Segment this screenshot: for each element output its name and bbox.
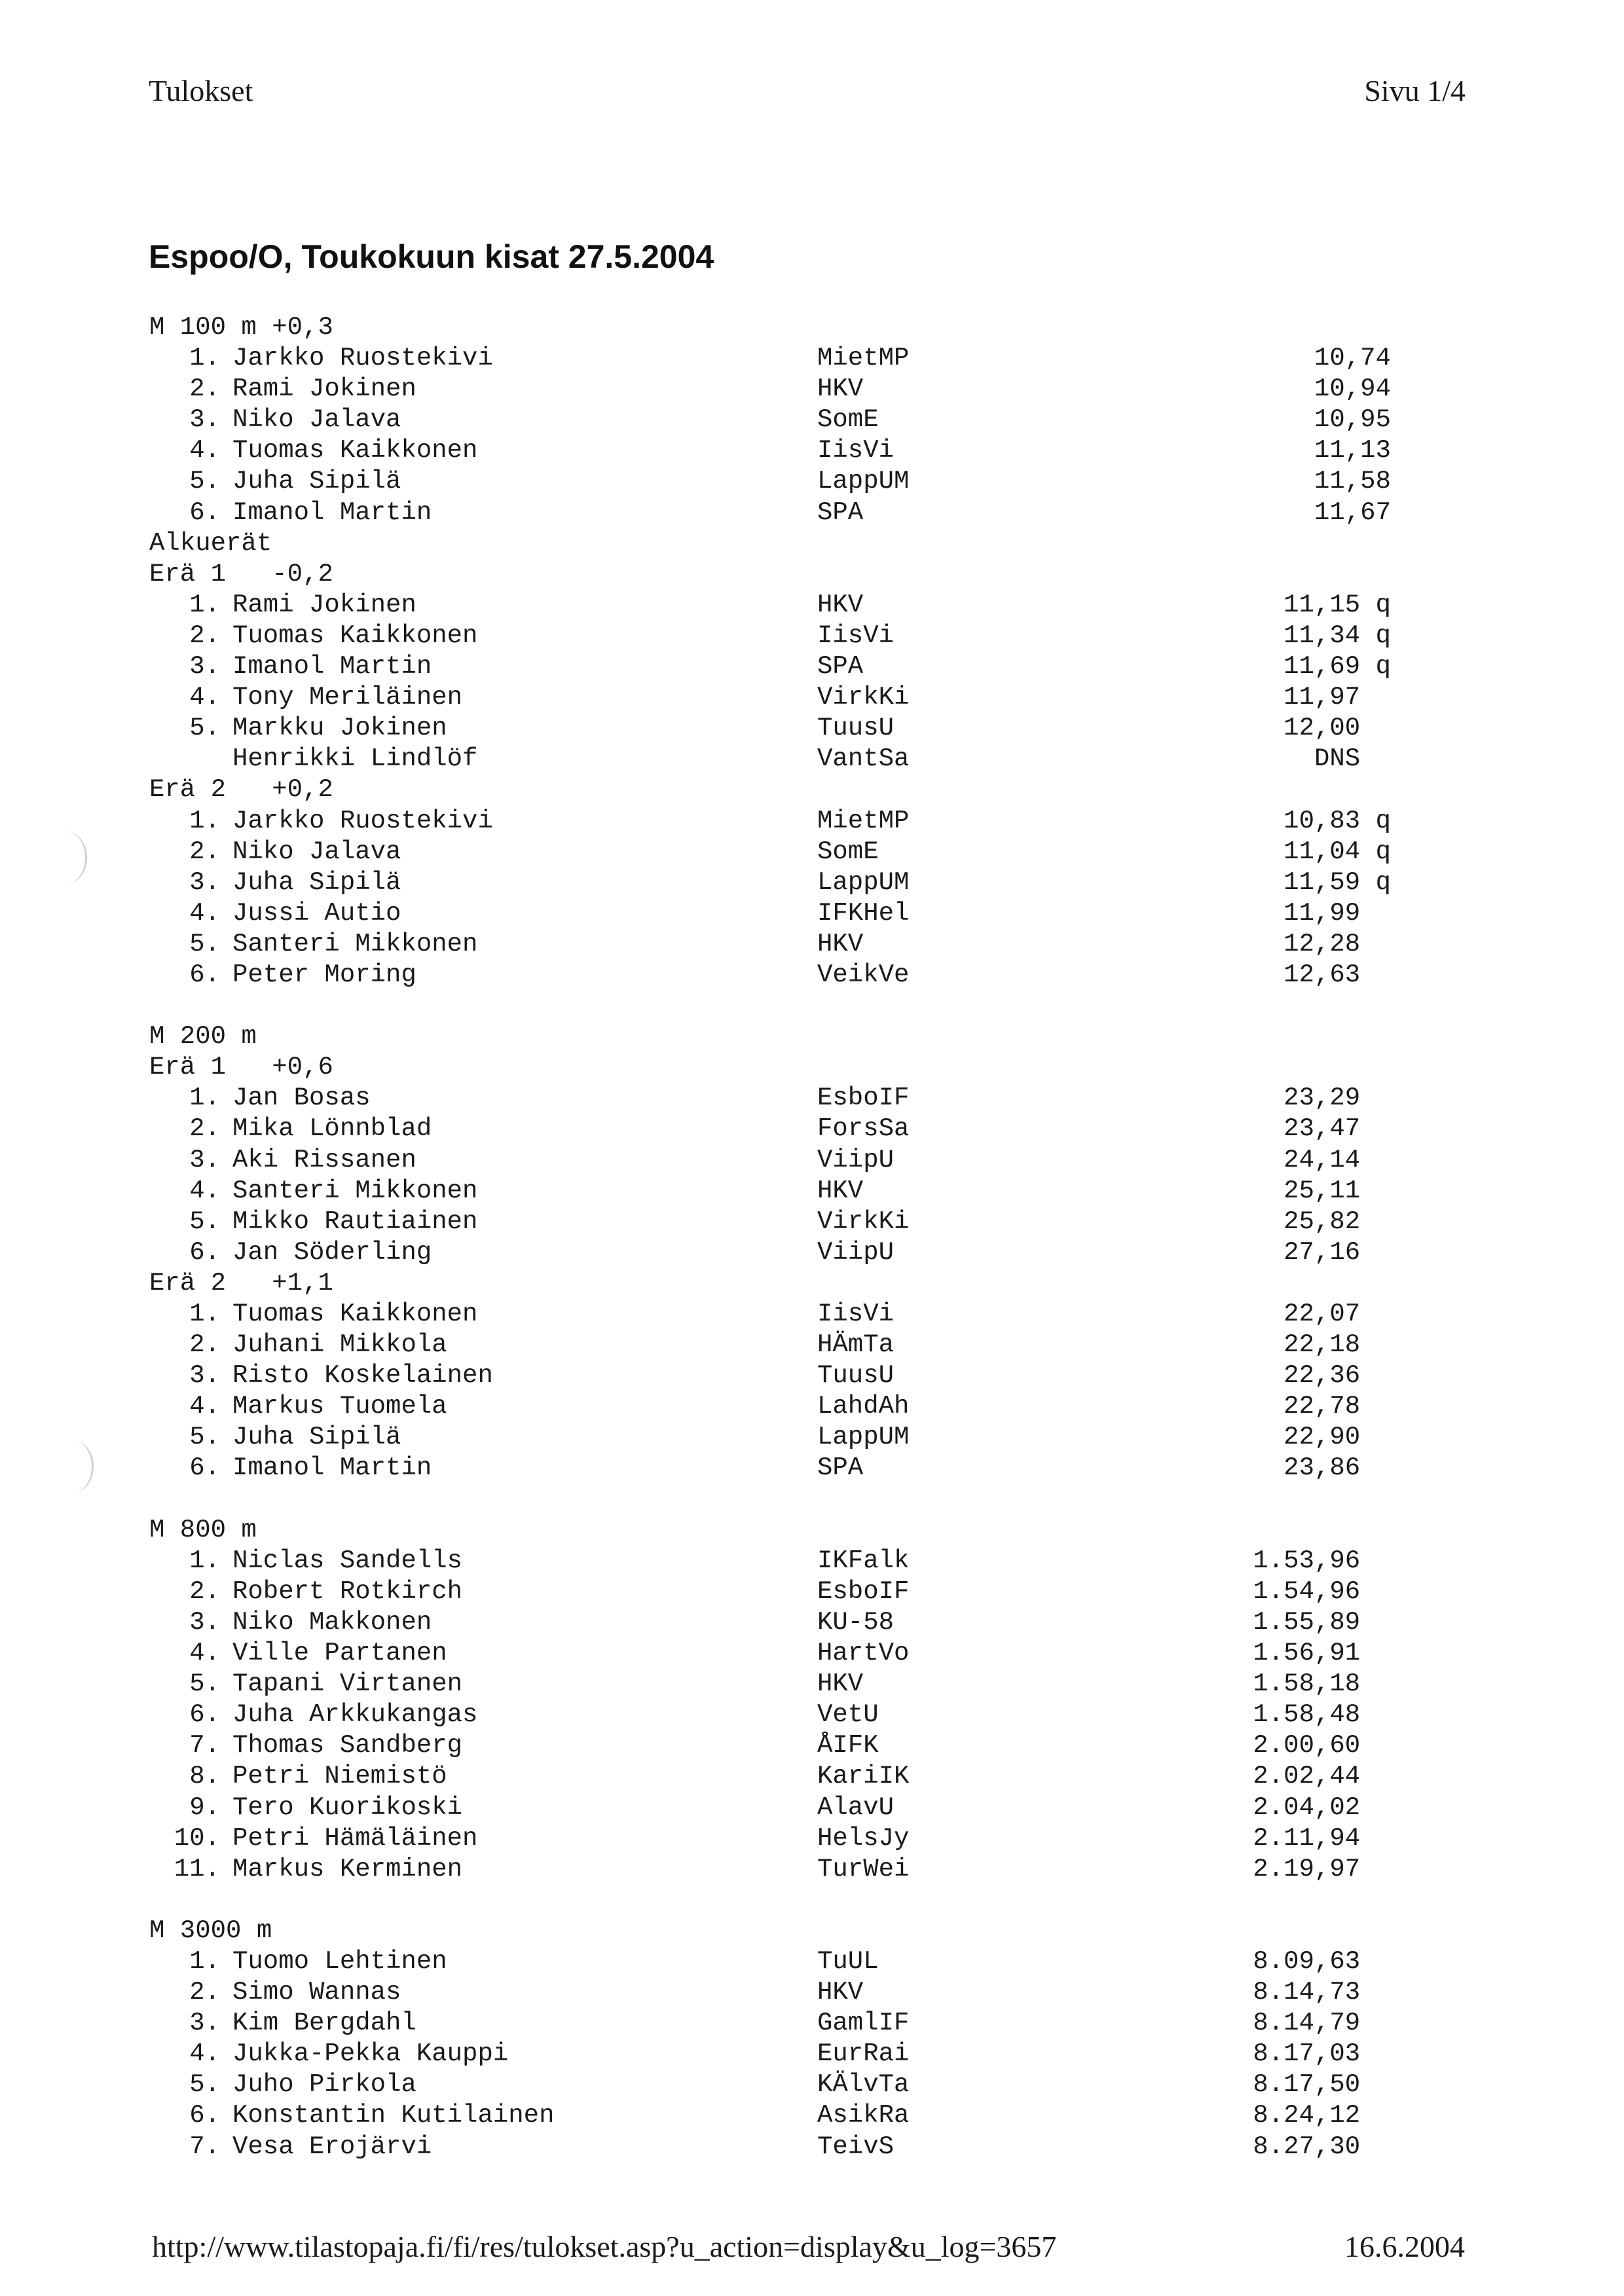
placement: 5. <box>189 1669 220 1699</box>
club-name: HKV <box>817 590 864 619</box>
placement: 4. <box>189 2039 220 2069</box>
punch-hole-mark <box>46 831 87 884</box>
athlete-name: Rami Jokinen <box>232 374 416 404</box>
result-row <box>149 1977 1391 2008</box>
placement: 2. <box>189 1114 220 1144</box>
placement: 11. <box>174 1854 220 1884</box>
athlete-name: Imanol Martin <box>232 652 432 682</box>
club-name: HKV <box>817 1978 864 2007</box>
result-time: 1.58,48 <box>1253 1700 1391 1730</box>
placement: 2. <box>189 1576 220 1606</box>
event-heading-text: Erä 1 +0,6 <box>149 1053 333 1082</box>
result-row <box>149 837 1391 867</box>
result-row <box>149 1453 1391 1484</box>
source-url: http://www.tilastopaja.fi/fi/res/tulokset.asp?u_action=display&u_log=3657 <box>152 2230 1057 2263</box>
club-name: ÅIFK <box>817 1731 879 1760</box>
athlete-name: Aki Rissanen <box>232 1145 416 1175</box>
event-heading <box>149 559 1328 590</box>
athlete-name: Simo Wannas <box>232 1978 401 2007</box>
event-heading <box>149 1916 1328 1946</box>
athlete-name: Konstantin Kutilainen <box>232 2101 555 2130</box>
club-name: TeivS <box>817 2132 895 2161</box>
result-time: 11,34 q <box>1283 621 1391 650</box>
club-name: TuusU <box>817 1361 895 1391</box>
result-row <box>149 806 1391 837</box>
result-time: 8.27,30 <box>1253 2132 1391 2161</box>
result-time: 10,83 q <box>1283 806 1391 835</box>
athlete-name: Mikko Rautiainen <box>232 1207 478 1236</box>
athlete-name: Niko Jalava <box>232 405 401 435</box>
result-time: 10,94 <box>1314 374 1391 404</box>
result-row <box>149 929 1391 960</box>
placement: 1. <box>189 1300 220 1328</box>
result-row <box>149 1669 1391 1700</box>
club-name: LappUM <box>817 867 910 897</box>
athlete-name: Tero Kuorikoski <box>232 1793 463 1822</box>
club-name: LappUM <box>817 1423 910 1452</box>
club-name: KU-58 <box>817 1607 895 1637</box>
event-heading <box>149 1021 1328 1052</box>
result-time: 11,97 <box>1283 683 1391 712</box>
result-time: 24,14 <box>1283 1145 1391 1175</box>
club-name: IFKHel <box>817 898 910 928</box>
club-name: LahdAh <box>817 1392 910 1421</box>
athlete-name: Tuomas Kaikkonen <box>232 1300 478 1328</box>
club-name: ViipU <box>817 1237 895 1267</box>
club-name: SPA <box>817 498 864 527</box>
result-time: 11,15 q <box>1283 590 1391 619</box>
result-time: 22,36 <box>1283 1361 1391 1391</box>
club-name: HelsJy <box>817 1823 910 1853</box>
result-time: 8.24,12 <box>1253 2101 1391 2130</box>
result-time: 27,16 <box>1283 1237 1391 1267</box>
club-name: TurWei <box>817 1854 910 1884</box>
result-row <box>149 867 1391 898</box>
result-time: 25,82 <box>1283 1207 1391 1236</box>
athlete-name: Vesa Erojärvi <box>232 2132 432 2161</box>
result-time: 1.55,89 <box>1253 1607 1391 1637</box>
result-row <box>149 590 1391 621</box>
result-row <box>149 1391 1391 1422</box>
club-name: LappUM <box>817 467 910 496</box>
result-time: 12,28 <box>1283 929 1391 958</box>
athlete-name: Markus Kerminen <box>232 1854 463 1884</box>
athlete-name: Jan Söderling <box>232 1237 432 1267</box>
athlete-name: Rami Jokinen <box>232 590 416 619</box>
placement: 5. <box>189 929 220 958</box>
result-time: 11,99 <box>1283 898 1391 928</box>
result-time: 22,78 <box>1283 1392 1391 1421</box>
punch-hole-mark <box>52 1440 94 1493</box>
result-time: 11,69 q <box>1283 652 1391 682</box>
club-name: VetU <box>817 1700 879 1730</box>
placement: 7. <box>189 1731 220 1760</box>
result-row <box>149 1330 1391 1360</box>
athlete-name: Jussi Autio <box>232 898 401 928</box>
athlete-name: Niko Makkonen <box>232 1607 432 1637</box>
athlete-name: Tuomo Lehtinen <box>232 1946 447 1976</box>
result-time: 11,13 <box>1314 436 1391 465</box>
placement: 1. <box>189 344 220 373</box>
result-row <box>149 1946 1391 1977</box>
club-name: TuUL <box>817 1946 879 1976</box>
athlete-name: Mika Lönnblad <box>232 1114 432 1144</box>
club-name: VirkKi <box>817 1207 910 1236</box>
placement: 4. <box>189 436 220 465</box>
page-header-title: Tulokset <box>149 74 253 107</box>
placement: 2. <box>189 1978 220 2007</box>
athlete-name: Juho Pirkola <box>232 2070 416 2100</box>
event-heading <box>149 1268 1328 1299</box>
placement: 4. <box>189 683 220 712</box>
athlete-name: Peter Moring <box>232 960 416 989</box>
placement: 1. <box>189 590 220 619</box>
event-heading <box>149 1515 1328 1546</box>
placement: 7. <box>189 2132 220 2161</box>
placement: 6. <box>189 1453 220 1483</box>
result-time: 12,63 <box>1283 960 1391 989</box>
result-row <box>149 744 1391 774</box>
athlete-name: Jarkko Ruostekivi <box>232 806 493 835</box>
result-row <box>149 1207 1391 1237</box>
placement: 4. <box>189 1392 220 1421</box>
placement: 1. <box>189 806 220 835</box>
club-name: HÄmTa <box>817 1330 895 1360</box>
result-time: 1.58,18 <box>1253 1669 1391 1699</box>
section-spacer <box>149 1484 1328 1515</box>
result-row <box>149 960 1391 991</box>
result-row <box>149 405 1391 435</box>
result-time: DNS <box>1314 744 1391 774</box>
result-row <box>149 2008 1391 2039</box>
event-heading-text: M 800 m <box>149 1515 257 1544</box>
placement: 1. <box>189 1084 220 1113</box>
athlete-name: Santeri Mikkonen <box>232 1176 478 1205</box>
result-time: 12,00 <box>1283 714 1391 743</box>
club-name: VeikVe <box>817 960 910 989</box>
event-heading <box>149 312 1328 343</box>
club-name: EurRai <box>817 2039 910 2069</box>
club-name: KariIK <box>817 1762 910 1791</box>
placement: 10. <box>174 1823 220 1853</box>
result-row <box>149 1761 1391 1792</box>
placement: 8. <box>189 1762 220 1791</box>
result-time: 22,90 <box>1283 1423 1391 1452</box>
print-date: 16.6.2004 <box>1344 2230 1465 2263</box>
athlete-name: Juhani Mikkola <box>232 1330 447 1360</box>
placement: 3. <box>189 2009 220 2038</box>
result-row <box>149 1638 1391 1669</box>
result-row <box>149 374 1391 405</box>
result-row <box>149 2100 1391 2131</box>
result-time: 2.04,02 <box>1253 1793 1391 1822</box>
placement: 9. <box>189 1793 220 1822</box>
club-name: ForsSa <box>817 1114 910 1144</box>
athlete-name: Imanol Martin <box>232 498 432 527</box>
result-row <box>149 1083 1391 1114</box>
result-time: 2.11,94 <box>1253 1823 1391 1853</box>
placement: 3. <box>189 652 220 682</box>
event-heading-text: Erä 1 -0,2 <box>149 559 333 589</box>
athlete-name: Niclas Sandells <box>232 1546 463 1575</box>
placement: 3. <box>189 1361 220 1391</box>
club-name: VantSa <box>817 744 910 774</box>
result-time: 23,47 <box>1283 1114 1391 1144</box>
athlete-name: Tuomas Kaikkonen <box>232 621 478 650</box>
result-time: 8.17,50 <box>1253 2070 1391 2100</box>
result-time: 10,95 <box>1314 405 1391 435</box>
club-name: AsikRa <box>817 2101 910 2130</box>
athlete-name: Tony Meriläinen <box>232 683 463 712</box>
club-name: HartVo <box>817 1639 910 1668</box>
result-row <box>149 2069 1391 2100</box>
athlete-name: Jukka-Pekka Kauppi <box>232 2039 509 2069</box>
placement: 4. <box>189 1176 220 1205</box>
result-row <box>149 435 1391 466</box>
result-row <box>149 1576 1391 1607</box>
club-name: HKV <box>817 374 864 404</box>
club-name: IisVi <box>817 436 895 465</box>
result-time: 2.19,97 <box>1253 1854 1391 1884</box>
result-time: 1.54,96 <box>1253 1576 1391 1606</box>
placement: 4. <box>189 898 220 928</box>
athlete-name: Markus Tuomela <box>232 1392 447 1421</box>
result-row <box>149 1854 1391 1885</box>
event-heading <box>149 1052 1328 1083</box>
result-time: 8.14,73 <box>1253 1978 1391 2007</box>
result-row <box>149 898 1391 929</box>
result-row <box>149 1145 1391 1176</box>
result-time: 11,58 <box>1314 467 1391 496</box>
athlete-name: Petri Hämäläinen <box>232 1823 478 1853</box>
result-time: 1.56,91 <box>1253 1639 1391 1668</box>
club-name: IKFalk <box>817 1546 910 1575</box>
placement: 6. <box>189 2101 220 2130</box>
club-name: EsboIF <box>817 1084 910 1113</box>
athlete-name: Santeri Mikkonen <box>232 929 478 958</box>
result-time: 11,59 q <box>1283 867 1391 897</box>
club-name: EsboIF <box>817 1576 910 1606</box>
club-name: HKV <box>817 1669 864 1699</box>
club-name: TuusU <box>817 714 895 743</box>
event-heading-text: M 3000 m <box>149 1916 272 1945</box>
athlete-name: Robert Rotkirch <box>232 1576 463 1606</box>
club-name: MietMP <box>817 806 910 835</box>
result-row <box>149 713 1391 744</box>
athlete-name: Juha Sipilä <box>232 867 401 897</box>
club-name: KÄlvTa <box>817 2070 910 2100</box>
club-name: SPA <box>817 652 864 682</box>
result-row <box>149 466 1391 497</box>
result-row <box>149 1422 1391 1453</box>
results-list <box>149 312 1391 2162</box>
placement: 6. <box>189 498 220 527</box>
result-row <box>149 1607 1391 1638</box>
athlete-name: Juha Arkkukangas <box>232 1700 478 1730</box>
result-time: 11,67 <box>1314 498 1391 527</box>
athlete-name: Jan Bosas <box>232 1084 371 1113</box>
placement: 1. <box>189 1546 220 1575</box>
athlete-name: Risto Koskelainen <box>232 1361 493 1391</box>
placement: 3. <box>189 867 220 897</box>
club-name: AlavU <box>817 1793 895 1822</box>
placement: 2. <box>189 374 220 404</box>
event-heading-text: M 100 m +0,3 <box>149 313 333 342</box>
placement: 2. <box>189 1330 220 1360</box>
athlete-name: Kim Bergdahl <box>232 2009 416 2038</box>
athlete-name: Jarkko Ruostekivi <box>232 344 493 373</box>
placement: 6. <box>189 1700 220 1730</box>
placement: 1. <box>189 1946 220 1976</box>
athlete-name: Juha Sipilä <box>232 467 401 496</box>
athlete-name: Petri Niemistö <box>232 1762 447 1791</box>
club-name: HKV <box>817 1176 864 1205</box>
result-row <box>149 1360 1391 1391</box>
event-heading <box>149 528 1328 559</box>
event-heading <box>149 774 1328 805</box>
athlete-name: Markku Jokinen <box>232 714 447 743</box>
result-row <box>149 1700 1391 1730</box>
club-name: SPA <box>817 1453 864 1483</box>
result-time: 2.00,60 <box>1253 1731 1391 1760</box>
result-row <box>149 621 1391 651</box>
result-time: 22,07 <box>1283 1300 1391 1328</box>
result-row <box>149 343 1391 374</box>
event-heading-text: Erä 2 +1,1 <box>149 1268 333 1298</box>
club-name: GamlIF <box>817 2009 910 2038</box>
result-row <box>149 2132 1391 2162</box>
event-heading-text: M 200 m <box>149 1022 257 1051</box>
result-row <box>149 1114 1391 1144</box>
result-time: 8.09,63 <box>1253 1946 1391 1976</box>
placement: 4. <box>189 1639 220 1668</box>
event-heading-text: Alkuerät <box>149 528 272 558</box>
placement: 3. <box>189 405 220 435</box>
result-row <box>149 651 1391 682</box>
result-row <box>149 1823 1391 1854</box>
result-time: 1.53,96 <box>1253 1546 1391 1575</box>
club-name: SomE <box>817 837 879 866</box>
section-spacer <box>149 991 1328 1021</box>
section-spacer <box>149 1885 1328 1916</box>
athlete-name: Thomas Sandberg <box>232 1731 463 1760</box>
event-heading-text: Erä 2 +0,2 <box>149 775 333 805</box>
result-time: 2.02,44 <box>1253 1762 1391 1791</box>
result-time: 22,18 <box>1283 1330 1391 1360</box>
result-row <box>149 2039 1391 2069</box>
athlete-name: Ville Partanen <box>232 1639 447 1668</box>
result-time: 25,11 <box>1283 1176 1391 1205</box>
result-time: 10,74 <box>1314 344 1391 373</box>
placement: 5. <box>189 1423 220 1452</box>
athlete-name: Juha Sipilä <box>232 1423 401 1452</box>
club-name: VirkKi <box>817 683 910 712</box>
result-row <box>149 1730 1391 1761</box>
athlete-name: Imanol Martin <box>232 1453 432 1483</box>
placement: 5. <box>189 714 220 743</box>
club-name: IisVi <box>817 621 895 650</box>
placement: 6. <box>189 1237 220 1267</box>
result-time: 8.14,79 <box>1253 2009 1391 2038</box>
placement: 2. <box>189 837 220 866</box>
result-row <box>149 498 1391 528</box>
placement: 6. <box>189 960 220 989</box>
result-row <box>149 1237 1391 1268</box>
club-name: ViipU <box>817 1145 895 1175</box>
athlete-name: Niko Jalava <box>232 837 401 866</box>
club-name: HKV <box>817 929 864 958</box>
club-name: MietMP <box>817 344 910 373</box>
page-number: Sivu 1/4 <box>1364 74 1466 107</box>
placement: 5. <box>189 2070 220 2100</box>
club-name: SomE <box>817 405 879 435</box>
placement: 5. <box>189 1207 220 1236</box>
placement: 2. <box>189 621 220 650</box>
placement: 3. <box>189 1145 220 1175</box>
result-time: 8.17,03 <box>1253 2039 1391 2069</box>
athlete-name: Henrikki Lindlöf <box>232 744 478 774</box>
result-time: 23,29 <box>1283 1084 1391 1113</box>
placement: 5. <box>189 467 220 496</box>
result-row <box>149 1793 1391 1823</box>
competition-title: Espoo/O, Toukokuun kisat 27.5.2004 <box>149 238 714 275</box>
result-row <box>149 1299 1391 1330</box>
athlete-name: Tapani Virtanen <box>232 1669 463 1699</box>
athlete-name: Tuomas Kaikkonen <box>232 436 478 465</box>
club-name: IisVi <box>817 1300 895 1328</box>
placement: 3. <box>189 1607 220 1637</box>
result-row <box>149 1176 1391 1207</box>
result-time: 23,86 <box>1283 1453 1391 1483</box>
result-row <box>149 1546 1391 1576</box>
result-row <box>149 682 1391 713</box>
result-time: 11,04 q <box>1283 837 1391 866</box>
